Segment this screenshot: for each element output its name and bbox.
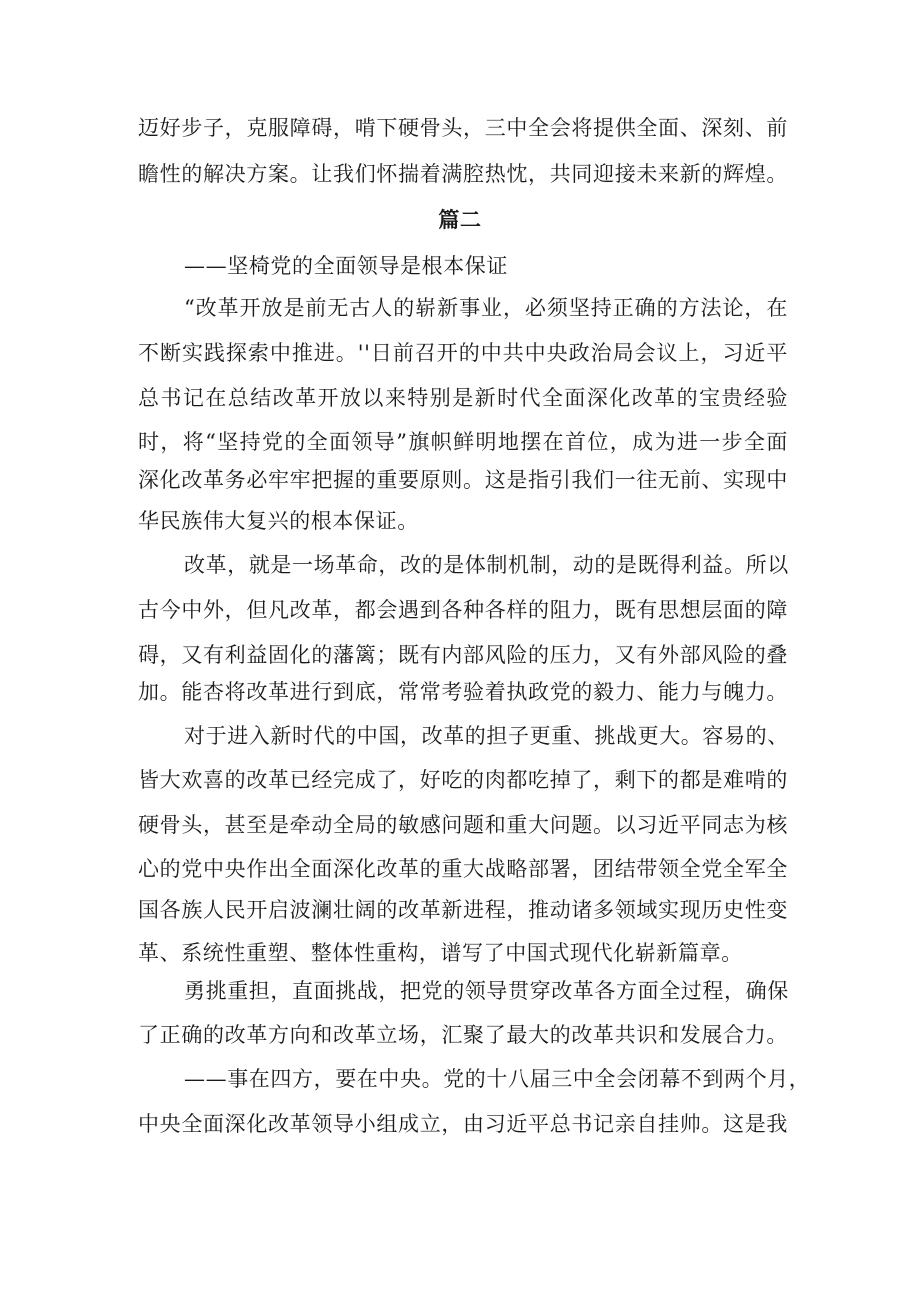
paragraph-line: 中央全面深化改革领导小组成立，由习近平总书记亲自挂帅。这是我	[138, 1112, 788, 1136]
section-title: 篇二	[438, 207, 482, 232]
paragraph-line: 勇挑重担，直面挑战，把党的领导贯穿改革各方面全过程，确保	[184, 979, 789, 1003]
paragraph-line: 心的党中央作出全面深化改革的重大战略部署，团结带领全党全军全	[138, 857, 788, 881]
paragraph-line: “改革开放是前无古人的崭新事业，必须坚持正确的方法论，在	[184, 296, 788, 320]
text-line: 迈好步子，克服障碍，啃下硬骨头，三中全会将提供全面、深刻、前	[138, 116, 788, 140]
paragraph-line: 总书记在总结改革开放以来特别是新时代全面深化改革的宝贵经验	[138, 386, 788, 410]
paragraph-line: 古今中外，但凡改革，都会遇到各种各样的阻力，既有思想层面的障	[138, 598, 788, 622]
paragraph-line: 改革，就是一场革命，改的是体制机制，动的是既得利益。所以	[184, 553, 789, 577]
paragraph-line: ——事在四方，要在中央。党的十八届三中全会闭幕不到两个月，	[184, 1067, 811, 1091]
paragraph-line: 华民族伟大复兴的根本保证。	[138, 509, 419, 533]
text-line: 瞻性的解决方案。让我们怀揣着满腔热忱，共同迎接未来新的辉煌。	[138, 162, 788, 186]
paragraph-line: 皆大欢喜的改革已经完成了，好吃的肉都吃掉了，剩下的都是难啃的	[138, 768, 788, 792]
subtitle: ——坚椅党的全面领导是根本保证	[184, 254, 508, 278]
paragraph-line: 了正确的改革方向和改革立场，汇聚了最大的改革共识和发展合力。	[138, 1023, 788, 1047]
paragraph-line: 时，将“坚持党的全面领导”旗帜鲜明地摆在首位，成为进一步全面	[138, 430, 788, 454]
paragraph-line: 碍，又有利益固化的藩篱；既有内部风险的压力，又有外部风险的叠	[138, 643, 788, 667]
paragraph-line: 对于进入新时代的中国，改革的担子更重、挑战更大。容易的、	[184, 724, 789, 748]
paragraph-line: 加。能杏将改革进行到底，常常考验着执政党的毅力、能力与魄力。	[138, 680, 788, 704]
paragraph-line: 国各族人民开启波澜壮阔的改革新进程，推动诸多领域实现历史性变	[138, 898, 788, 922]
paragraph-line: 深化改革务必牢牢把握的重要原则。这是指引我们一往无前、实现中	[138, 468, 788, 492]
paragraph-line: 不断实践探索中推进。''日前召开的中共中央政治局会议上，习近平	[138, 341, 788, 365]
paragraph-line: 革、系统性重塑、整体性重构，谱写了中国式现代化崭新篇章。	[138, 941, 743, 965]
paragraph-line: 硬骨头，甚至是牵动全局的敏感问题和重大问题。以习近平同志为核	[138, 813, 788, 837]
